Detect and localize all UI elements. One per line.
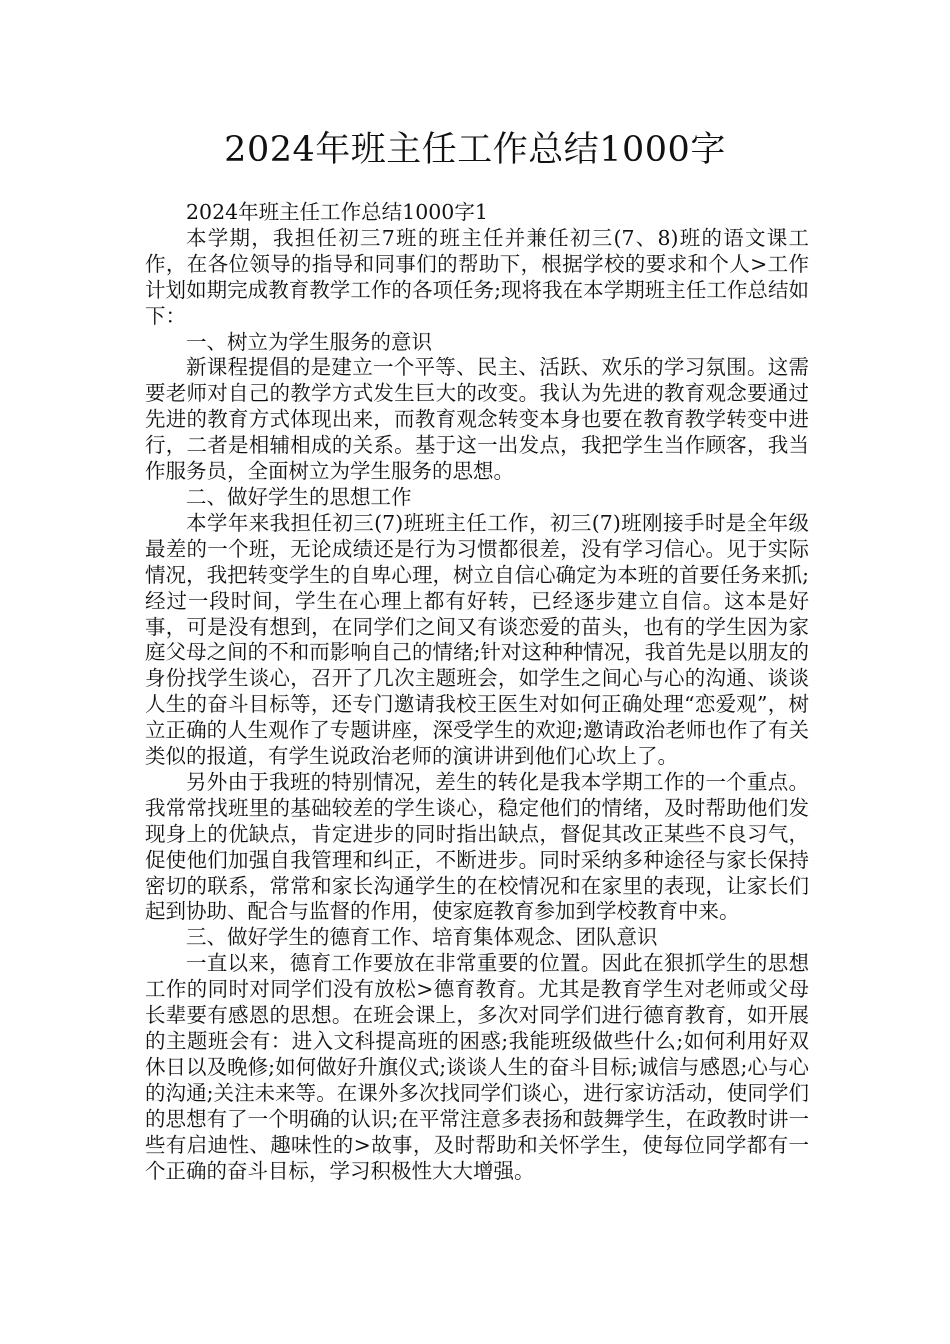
document-body (145, 200, 809, 1184)
section-heading: 2024年班主任工作总结1000字1 (186, 200, 488, 224)
body-paragraph: 本学年来我担任初三(7)班班主任工作，初三(7)班刚接手时是全年级最差的一个班，无论成绩还是行为习惯都很差，没有学习信心。见于实际情况，我把转变学生的自卑心理，树立自信心确定为本班的首要任务来抓;经过一段时间，学生在心理上都有好转，已经逐步建立自信。这本是好事，可是没有想到，在同学们之间又有谈恋爱的苗头，也有的学生因为家庭父母之间的不和而影响自己的情绪;针对这种种情况，我首先是以朋友的身份找学生谈心，召开了几次主题班会，如学生之间心与心的沟通、谈谈人生的奋斗目标等，还专门邀请我校王医生对如何正确处理“恋爱观”，树立正确的人生观作了专题讲座，深受学生的欢迎;邀请政治老师也作了有关类似的报道，有学生说政治老师的演讲讲到他们心坎上了。 (145, 510, 809, 769)
body-paragraph: 一直以来，德育工作要放在非常重要的位置。因此在狠抓学生的思想工作的同时对同学们没有放松>德育教育。尤其是教育学生对老师或父母长辈要有感恩的思想。在班会课上，多次对同学们进行德育教育，如开展的主题班会有：进入文科提高班的困惑;我能班级做些什么;如何利用好双休日以及晚修;如何做好升旗仪式;谈谈人生的奋斗目标;诚信与感恩;心与心的沟通;关注未来等。在课外多次找同学们谈心，进行家访活动，使同学们的思想有了一个明确的认识;在平常注意多表扬和鼓舞学生，在政教时讲一些有启迪性、趣味性的>故事，及时帮助和关怀学生，使每位同学都有一个正确的奋斗目标，学习积极性大大增强。 (145, 951, 809, 1183)
body-paragraph: 另外由于我班的特别情况，差生的转化是我本学期工作的一个重点。我常常找班里的基础较差的学生谈心，稳定他们的情绪，及时帮助他们发现身上的优缺点，肯定进步的同时指出缺点，督促其改正某些不良习气，促使他们加强自我管理和纠正，不断进步。同时采纳多种途径与家长保持密切的联系，常常和家长沟通学生的在校情况和在家里的表现，让家长们起到协助、配合与监督的作用，使家庭教育参加到学校教育中来。 (145, 769, 809, 924)
body-paragraph: 新课程提倡的是建立一个平等、民主、活跃、欢乐的学习氛围。这需要老师对自己的教学方式发生巨大的改变。我认为先进的教育观念要通过先进的教育方式体现出来，而教育观念转变本身也要在教育教学转变中进行，二者是相辅相成的关系。基于这一出发点，我把学生当作顾客，我当作服务员，全面树立为学生服务的思想。 (145, 355, 809, 484)
section-heading: 三、做好学生的德育工作、培育集体观念、团队意识 (186, 925, 658, 950)
intro-paragraph: 本学期，我担任初三7班的班主任并兼任初三(7、8)班的语文课工作，在各位领导的指导和同事们的帮助下，根据学校的要求和个人>工作计划如期完成教育教学工作的各项任务;现将我在本学期班主任工作总结如下： (145, 225, 809, 328)
section-heading: 一、树立为学生服务的意识 (186, 329, 432, 354)
section-heading: 二、做好学生的思想工作 (186, 484, 412, 509)
document-title: 2024年班主任工作总结1000字 (224, 130, 726, 170)
